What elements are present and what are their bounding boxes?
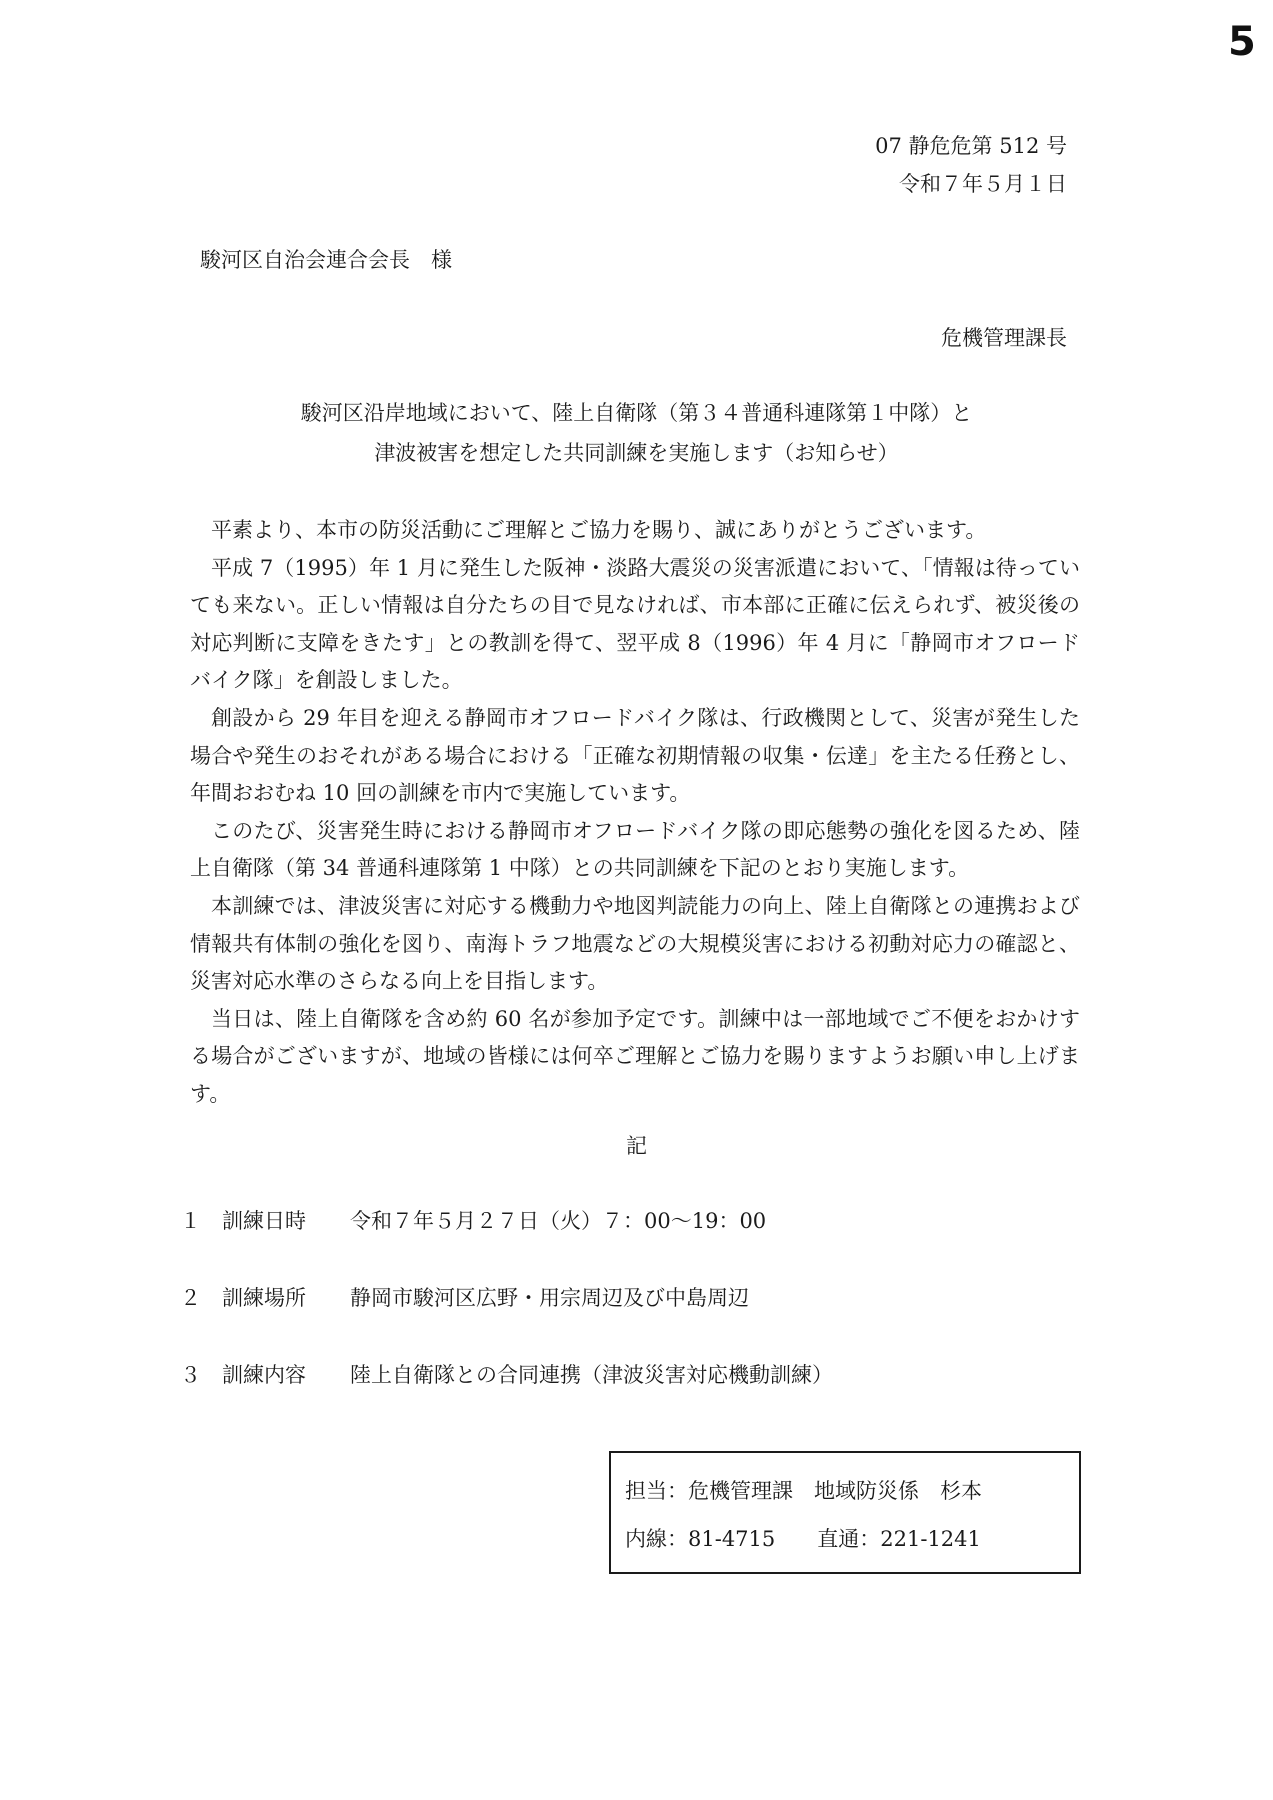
body-paragraph: 本訓練では、津波災害に対応する機動力や地図判読能力の向上、陸上自衛隊との連携および情報共有体制の強化を図り、南海トラフ地震などの大規模災害における初動対応力の確認と、災害対応水準のさらなる向上を目指します。 — [190, 893, 1080, 994]
body-paragraph: 当日は、陸上自衛隊を含め約 60 名が参加予定です。訓練中は一部地域でご不便をおかけする場合がございますが、地域の皆様には何卒ご理解とご協力を賜りますようお願い申し上げます。 — [190, 1006, 1080, 1106]
title-line-2: 津波被害を想定した共同訓練を実施します（お知らせ） — [374, 441, 899, 465]
item-number: ２ — [180, 1286, 201, 1310]
contact-person: 担当：危機管理課 地域防災係 杉本 — [625, 1479, 982, 1503]
item-number: １ — [180, 1209, 201, 1233]
title-line-1: 駿河区沿岸地域において、陸上自衛隊（第３４普通科連隊第１中隊）と — [300, 401, 973, 425]
body-paragraph: このたび、災害発生時における静岡市オフロードバイク隊の即応態勢の強化を図るため、陸上自衛隊（第 34 普通科連隊第 1 中隊）との共同訓練を下記のとおり実施します。 — [190, 818, 1080, 881]
ki-marker: 記 — [626, 1134, 647, 1158]
document-title — [0, 393, 1273, 473]
item-label: 訓練日時 — [222, 1209, 306, 1233]
item-label: 訓練内容 — [222, 1363, 306, 1387]
item-value: 静岡市駿河区広野・用宗周辺及び中島周辺 — [350, 1286, 749, 1310]
contact-box — [609, 1451, 1081, 1574]
body-text — [190, 512, 1080, 1114]
body-paragraph: 平素より、本市の防災活動にご理解とご協力を賜り、誠にありがとうございます。 — [211, 518, 987, 542]
body-paragraph: 創設から 29 年目を迎える静岡市オフロードバイク隊は、行政機関として、災害が発生した場合や発生のおそれがある場合における「正確な初期情報の収集・伝達」を主たる任務とし、年間おおむね 10 回の訓練を市内で実施しています。 — [190, 705, 1080, 806]
document-date: 令和７年５月１日 — [899, 172, 1067, 196]
item-number: ３ — [180, 1363, 201, 1387]
item-value: 令和７年５月２７日（火）７：00～19：00 — [350, 1209, 767, 1233]
addressee: 駿河区自治会連合会長 様 — [200, 248, 452, 272]
document-reference — [875, 127, 1067, 203]
contact-phone: 内線：81-4715 直通：221-1241 — [625, 1527, 981, 1551]
sender: 危機管理課長 — [941, 326, 1067, 350]
body-paragraph: 平成 7（1995）年 1 月に発生した阪神・淡路大震災の災害派遣において、「情報は待っていても来ない。正しい情報は自分たちの目で見なければ、市本部に正確に伝えられず、被災後の対応判断に支障をきたす」との教訓を得て、翌平成 8（1996）年 4 月に「静岡市オフロードバイク隊」を創設しました。 — [190, 555, 1080, 693]
page-number: 5 — [1228, 19, 1256, 65]
item-label: 訓練場所 — [222, 1286, 306, 1310]
item-value: 陸上自衛隊との合同連携（津波災害対応機動訓練） — [350, 1363, 833, 1387]
document-number: 07 静危危第 512 号 — [875, 134, 1067, 158]
